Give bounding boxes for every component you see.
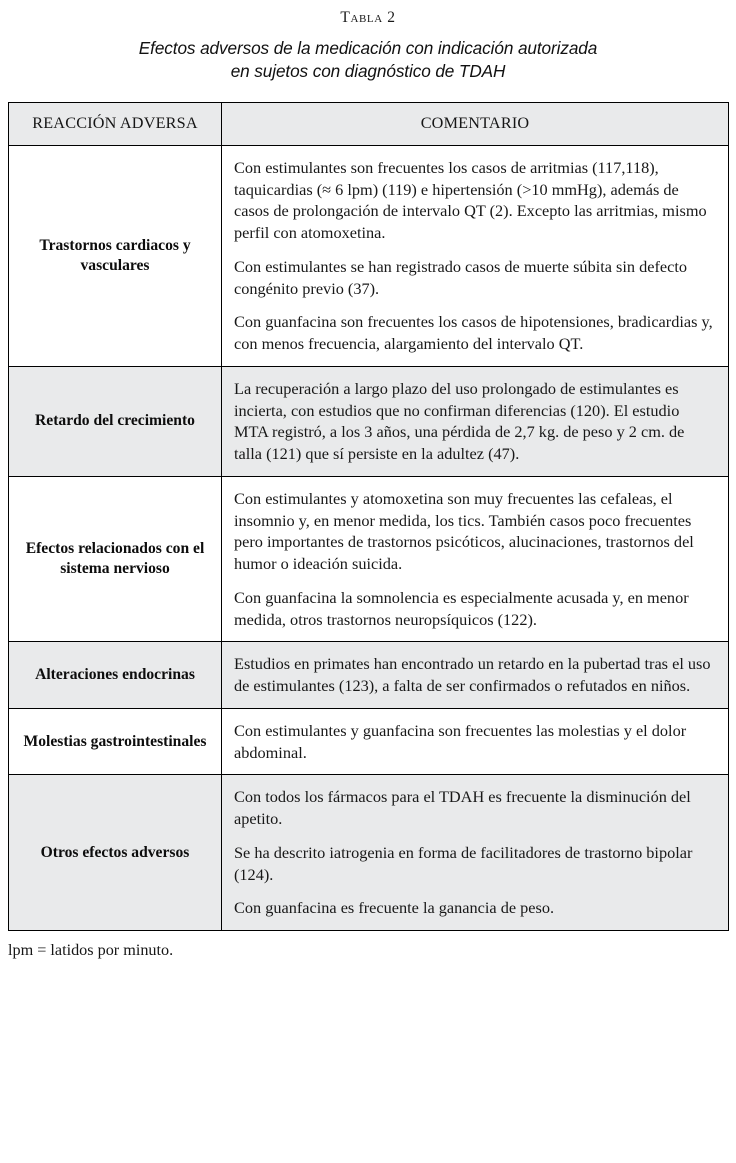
page-title: [0, 37, 736, 82]
comment-cell: [222, 366, 729, 476]
comment-cell: [222, 708, 729, 775]
table-title-line-1: Efectos adversos de la medicación con indicación autorizada: [138, 38, 598, 59]
reaction-cell: Efectos relacionados con el sistema nervioso: [9, 476, 222, 642]
comment-paragraph: Con estimulantes y atomoxetina son muy frecuentes las cefaleas, el insomnio y, en menor medida, los tics. También casos poco frecuentes pero importantes de trastornos psicóticos, alucinaciones, trastornos del humor o ideación suicida.: [234, 488, 694, 574]
column-header-comment: COMENTARIO: [222, 102, 729, 145]
reaction-cell: Alteraciones endocrinas: [9, 642, 222, 709]
table-row: [9, 366, 729, 476]
comment-cell: [222, 775, 729, 931]
table-number: Tabla 2: [340, 9, 396, 26]
reaction-cell: Retardo del crecimiento: [9, 366, 222, 476]
table-row: [9, 775, 729, 931]
reaction-cell: Molestias gastrointestinales: [9, 708, 222, 775]
reaction-cell: Trastornos cardiacos y vasculares: [9, 145, 222, 366]
table-row: [9, 476, 729, 642]
table-header: [9, 102, 729, 145]
table-container: [8, 102, 728, 931]
table-row: [9, 642, 729, 709]
table-row: [9, 145, 729, 366]
comment-paragraph: La recuperación a largo plazo del uso prolongado de estimulantes es incierta, con estudios que no confirman diferencias (120). El estudio MTA registró, a los 3 años, una pérdida de 2,7 kg. de peso y 2 cm. de talla (121) que sí persiste en la adultez (47).: [234, 378, 685, 464]
table-title-line-2: en sujetos con diagnóstico de TDAH: [230, 61, 506, 82]
column-header-reaction: REACCIÓN ADVERSA: [9, 102, 222, 145]
comment-paragraph: Estudios en primates han encontrado un retardo en la pubertad tras el uso de estimulantes (123), a falta de ser confirmados o refutados en niños.: [234, 654, 711, 696]
comment-paragraph: Con guanfacina la somnolencia es especialmente acusada y, en menor medida, otros trastornos neuropsíquicos (122).: [234, 587, 689, 629]
comment-paragraph: Con estimulantes son frecuentes los casos de arritmias (117,118), taquicardias (≈ 6 lpm) (119) e hipertensión (>10 mmHg), además de casos de prolongación de intervalo QT (2). Excepto las arritmias, mismo perfil con atomoxetina.: [234, 157, 707, 243]
adverse-effects-table: [8, 102, 729, 931]
table-footnote: lpm = latidos por minuto.: [8, 941, 174, 960]
comment-paragraph: Con todos los fármacos para el TDAH es frecuente la disminución del apetito.: [234, 787, 691, 829]
comment-paragraph: Se ha descrito iatrogenia en forma de facilitadores de trastorno bipolar (124).: [234, 842, 693, 884]
table-caption: [0, 0, 736, 83]
table-body: [9, 145, 729, 930]
comment-cell: [222, 145, 729, 366]
comment-paragraph: Con estimulantes y guanfacina son frecuentes las molestias y el dolor abdominal.: [234, 720, 687, 762]
comment-paragraph: Con guanfacina son frecuentes los casos de hipotensiones, bradicardias y, con menos frecuencia, alargamiento del intervalo QT.: [234, 312, 713, 354]
comment-paragraph: Con estimulantes se han registrado casos de muerte súbita sin defecto congénito previo (37).: [234, 256, 688, 298]
reaction-cell: Otros efectos adversos: [9, 775, 222, 931]
comment-cell: [222, 642, 729, 709]
comment-paragraph: Con guanfacina es frecuente la ganancia de peso.: [234, 898, 555, 918]
table-row: [9, 708, 729, 775]
table-header-row: [9, 102, 729, 145]
comment-cell: [222, 476, 729, 642]
